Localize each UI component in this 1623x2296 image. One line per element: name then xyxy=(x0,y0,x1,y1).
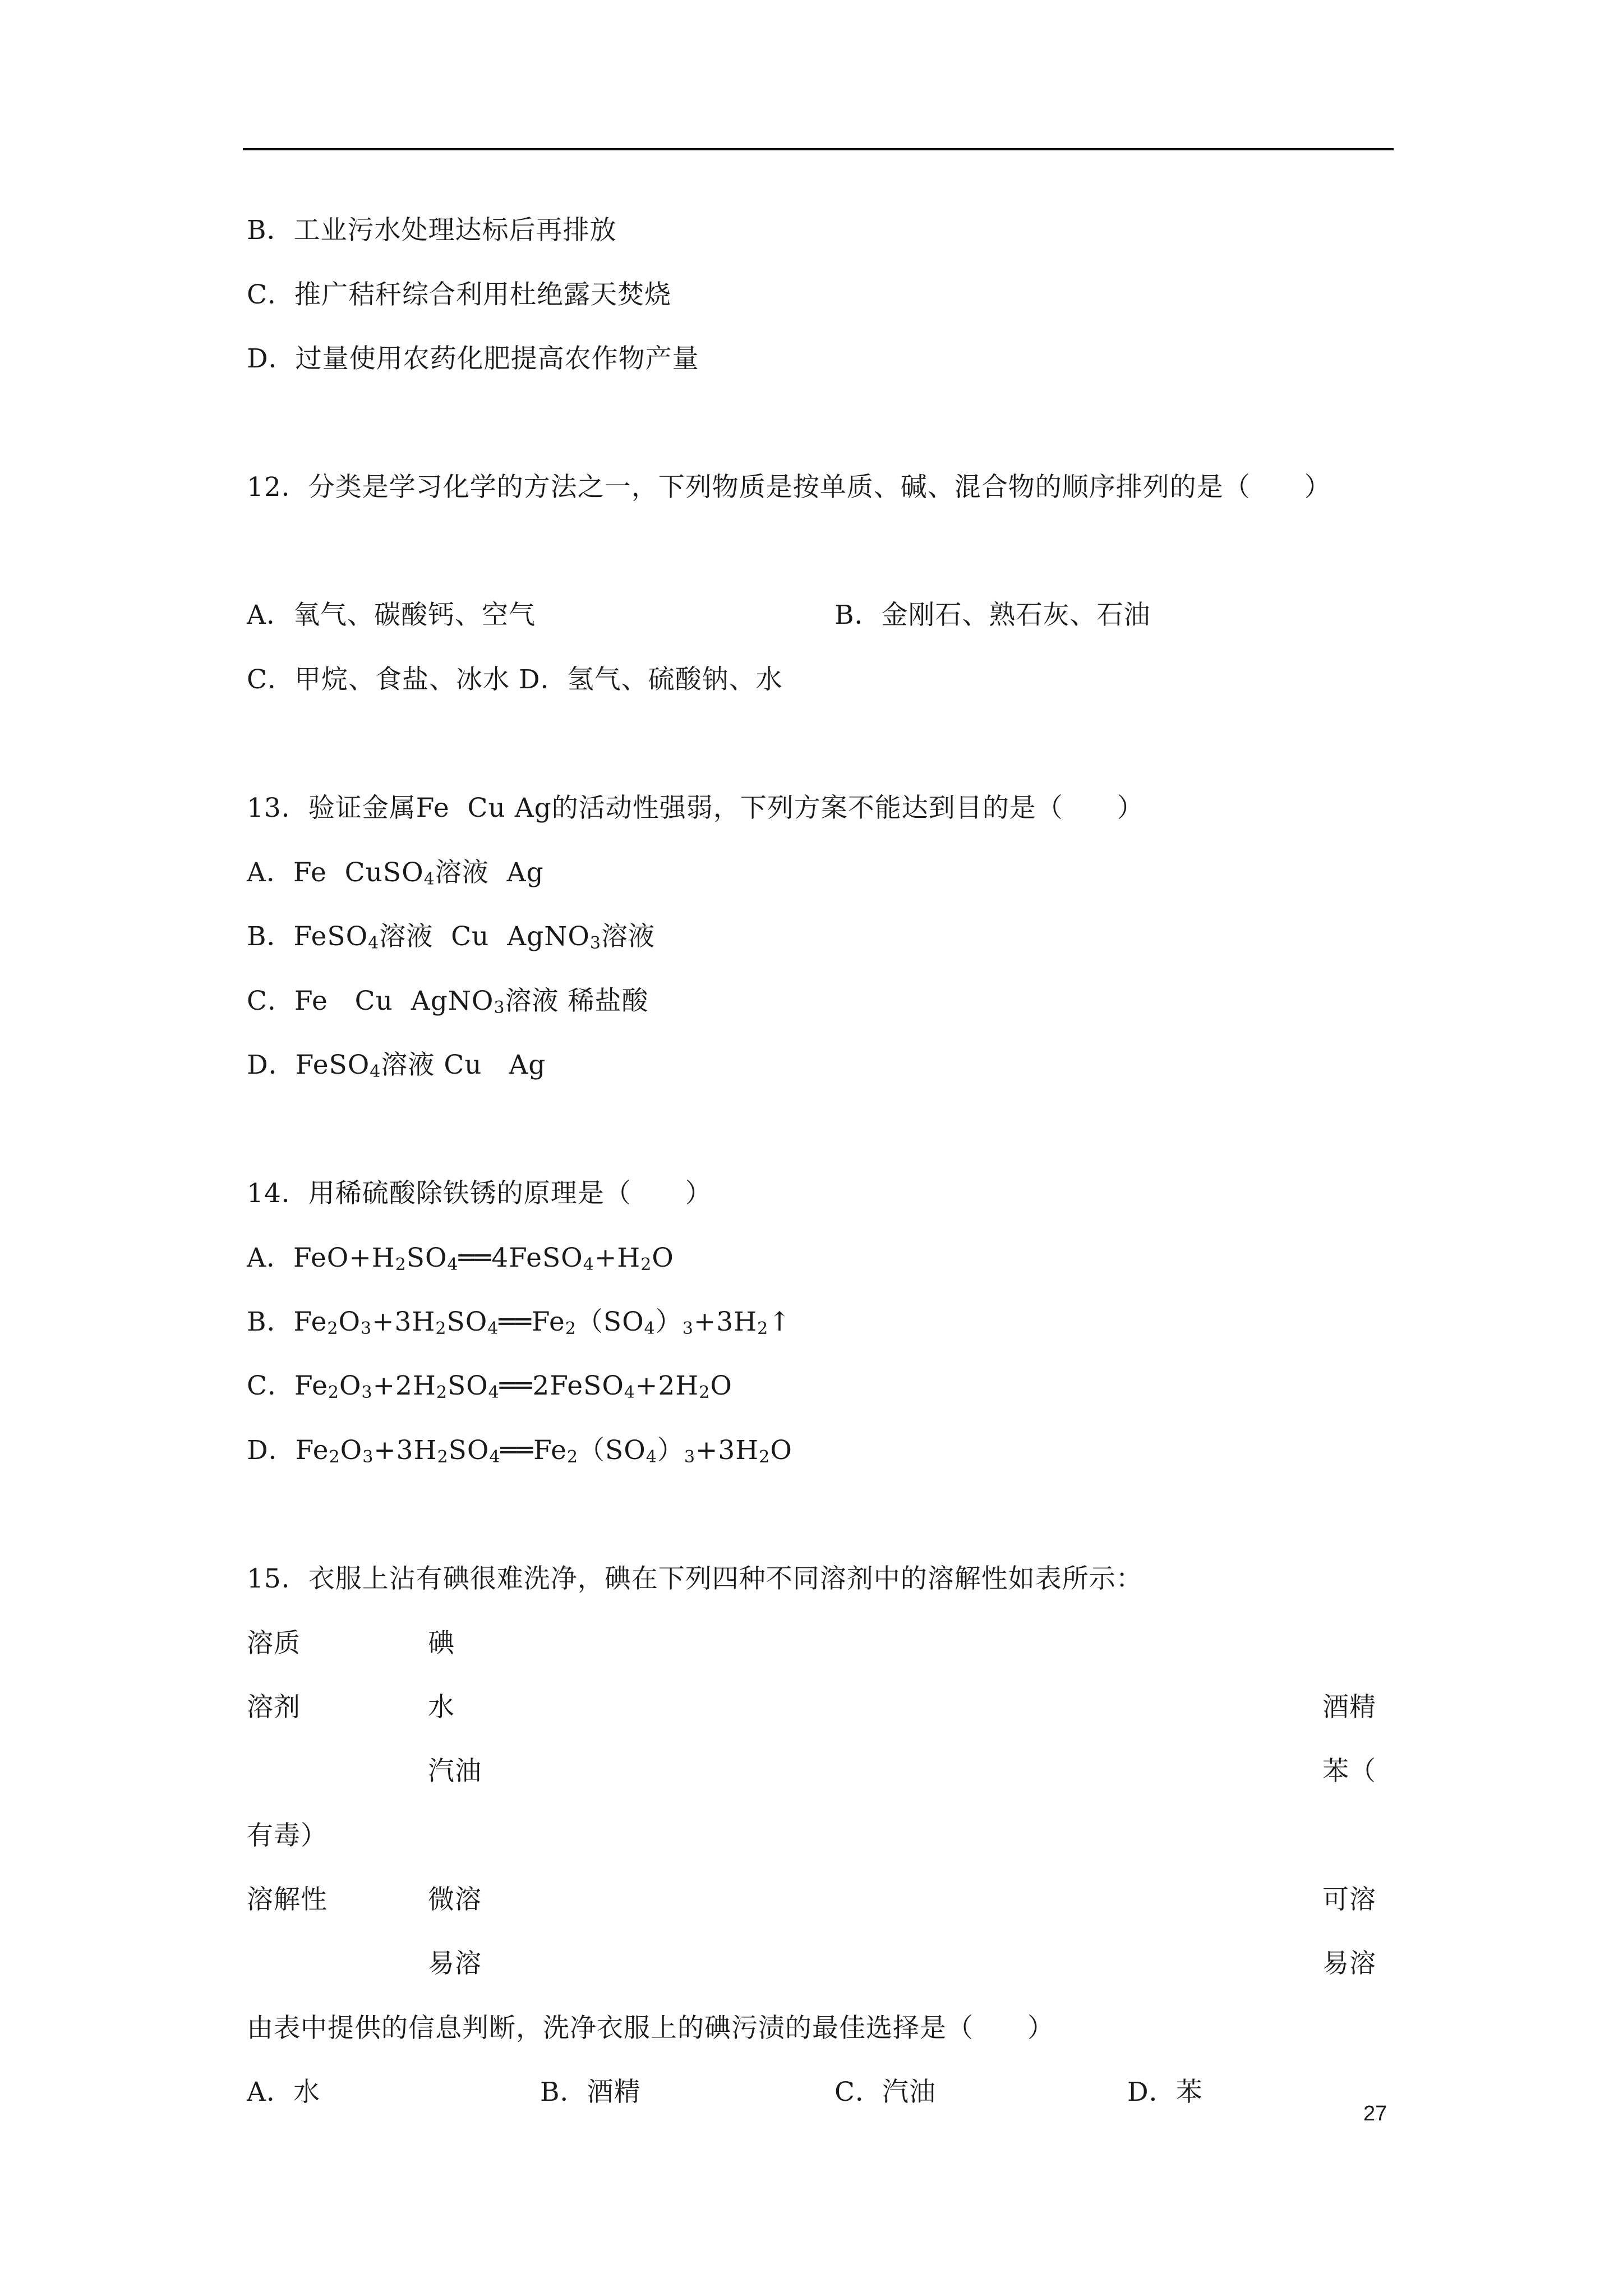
table-solute-value: 碘 xyxy=(428,1628,455,1659)
q12-option-b: B．金刚石、熟石灰、石油 xyxy=(834,600,1151,631)
table-solubility-benzene: 易溶 xyxy=(1322,1948,1376,1979)
table-solvent-benzene-note: 有毒） xyxy=(247,1820,328,1851)
table-solvent-water: 水 xyxy=(428,1692,455,1723)
table-solvent-alcohol: 酒精 xyxy=(1322,1692,1376,1723)
table-label-solute: 溶质 xyxy=(247,1628,301,1659)
q11-option-c: C．推广秸秆综合利用杜绝露天焚烧 xyxy=(247,279,671,310)
q14-option-d: D．$Fe_2O_3+3H_2SO_4══Fe_2(SO_4)_3+3H_2O$ xyxy=(247,1435,792,1467)
q15-option-d: D．苯 xyxy=(1127,2077,1203,2108)
table-solubility-alcohol: 可溶 xyxy=(1322,1884,1376,1915)
q11-option-b: B．工业污水处理达标后再排放 xyxy=(247,215,617,246)
q14-option-a: A．$FeO+H_2SO_4══4FeSO_4+H_2O$ xyxy=(247,1243,674,1274)
q14-option-c: C．$Fe_2O_3+2H_2SO_4══2FeSO_4+2H_2O$ xyxy=(247,1370,732,1402)
q13-option-a: A．Fe CuSO$_4$溶液 Ag xyxy=(247,857,544,889)
q13-option-d: D．FeSO$_4$溶液 Cu Ag xyxy=(247,1050,546,1082)
q14-stem: 14．用稀硫酸除铁锈的原理是（ ） xyxy=(247,1178,712,1209)
page-number: 27 xyxy=(1363,2102,1387,2125)
q12-option-a: A．氧气、碳酸钙、空气 xyxy=(247,600,536,631)
table-label-solubility: 溶解性 xyxy=(247,1884,328,1915)
q12-stem: 12．分类是学习化学的方法之一，下列物质是按单质、碱、混合物的顺序排列的是（ ） xyxy=(247,472,1331,503)
table-solvent-gasoline: 汽油 xyxy=(428,1756,482,1787)
q15-option-c: C．汽油 xyxy=(834,2077,936,2108)
q15-question: 由表中提供的信息判断，洗净衣服上的碘污渍的最佳选择是（ ） xyxy=(247,2013,1054,2044)
q15-option-b: B．酒精 xyxy=(540,2077,641,2108)
q15-option-a: A．水 xyxy=(247,2077,320,2108)
q11-option-d: D．过量使用农药化肥提高农作物产量 xyxy=(247,343,699,374)
q14-option-b: B．$Fe_2O_3+3H_2SO_4══Fe_2(SO_4)_3+3H_2↑$ xyxy=(247,1306,791,1338)
q12-option-cd: C．甲烷、食盐、冰水 D．氢气、硫酸钠、水 xyxy=(247,664,783,695)
q13-option-c: C．Fe Cu AgNO$_3$溶液 稀盐酸 xyxy=(247,986,649,1018)
q13-option-b: B．FeSO$_4$溶液 Cu AgNO$_3$溶液 xyxy=(247,921,655,953)
table-solubility-water: 微溶 xyxy=(428,1884,482,1915)
q15-stem: 15．衣服上沾有碘很难洗净，碘在下列四种不同溶剂中的溶解性如表所示： xyxy=(247,1563,1143,1594)
q13-stem: 13．验证金属Fe Cu Ag的活动性强弱，下列方案不能达到目的是（ ） xyxy=(247,793,1144,823)
header-rule xyxy=(243,148,1394,150)
table-solubility-gasoline: 易溶 xyxy=(428,1948,482,1979)
table-label-solvent: 溶剂 xyxy=(247,1692,301,1723)
table-solvent-benzene: 苯（ xyxy=(1322,1756,1376,1787)
